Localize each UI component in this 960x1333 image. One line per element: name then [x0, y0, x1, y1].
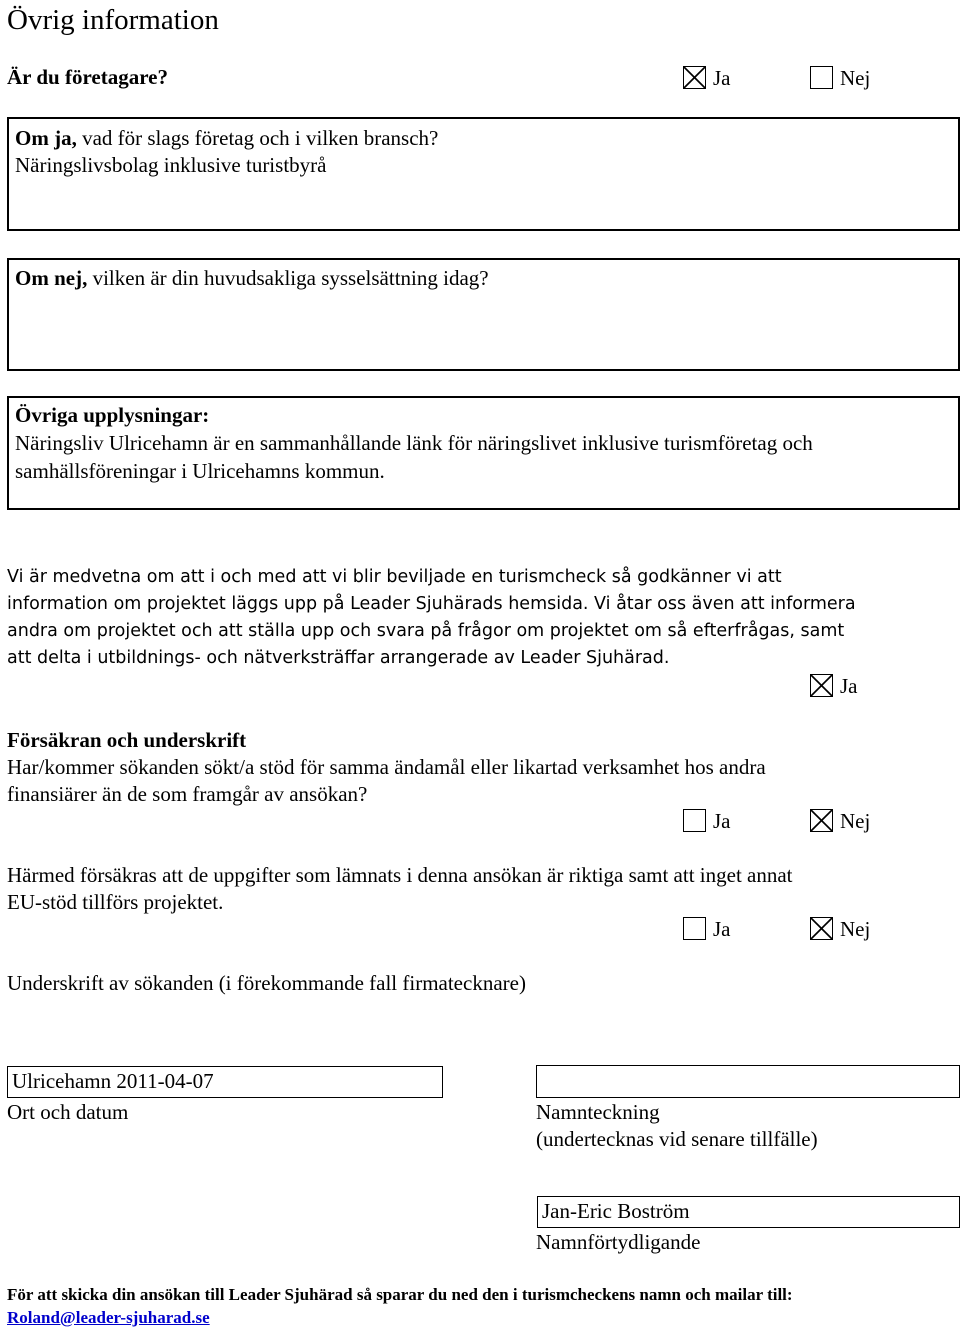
name-clarification-label: Namnförtydligande: [536, 1230, 701, 1254]
consent-yes-checkbox[interactable]: [810, 674, 833, 697]
consent-line-1: Vi är medvetna om att i och med att vi blir beviljade en turismcheck så godkänner vi att: [7, 567, 782, 587]
section-title: Övrig information: [7, 4, 219, 36]
consent-yes-label: Ja: [840, 674, 858, 698]
business-yes-checkbox[interactable]: [683, 66, 706, 89]
insurance-q2-yes-label: Ja: [713, 917, 731, 941]
business-no-label: Nej: [840, 66, 871, 90]
insurance-q1-no-checkbox[interactable]: [810, 809, 833, 832]
name-clarification-field[interactable]: Jan-Eric Boström: [537, 1196, 960, 1228]
business-yes-label: Ja: [713, 66, 731, 90]
occupation-question-rest: vilken är din huvudsakliga sysselsättning idag?: [87, 266, 489, 290]
insurance-q1-yes-label: Ja: [713, 809, 731, 833]
signature-field[interactable]: [536, 1065, 960, 1098]
business-question-label: Är du företagare?: [7, 65, 168, 89]
business-type-question: [15, 124, 438, 152]
signature-heading: Underskrift av sökanden (i förekommande fall firmatecknare): [7, 971, 526, 995]
other-info-line-1: Näringsliv Ulricehamn är en sammanhållande länk för näringslivet inklusive turismföretag och: [15, 431, 813, 455]
consent-line-3: andra om projektet och att ställa upp och svara på frågor om projektet om så efterfrågas, samt: [7, 621, 845, 641]
insurance-q2-yes-checkbox[interactable]: [683, 917, 706, 940]
footer-email-link[interactable]: Roland@leader-sjuharad.se: [7, 1308, 210, 1327]
business-type-question-rest: vad för slags företag och i vilken bransch?: [76, 126, 439, 150]
footer-text: För att skicka din ansökan till Leader Sjuhärad så sparar du ned den i turismcheckens namn och mailar till:: [7, 1285, 793, 1304]
business-type-box[interactable]: [7, 117, 960, 231]
checkmark-x-icon: [811, 675, 832, 696]
checkmark-x-icon: [684, 67, 705, 88]
insurance-q1-line-1: Har/kommer sökanden sökt/a stöd för samma ändamål eller likartad verksamhet hos andra: [7, 755, 766, 779]
consent-line-4: att delta i utbildnings- och nätverksträffar arrangerade av Leader Sjuhärad.: [7, 648, 670, 668]
place-date-label: Ort och datum: [7, 1100, 129, 1124]
signature-label: Namnteckning: [536, 1100, 660, 1124]
business-type-question-bold: Om ja,: [15, 126, 77, 150]
insurance-q2-line-1: Härmed försäkras att de uppgifter som lämnats i denna ansökan är riktiga samt att inget annat: [7, 863, 793, 887]
insurance-q2-line-2: EU-stöd tillförs projektet.: [7, 890, 224, 914]
place-date-field[interactable]: Ulricehamn 2011-04-07: [7, 1066, 443, 1098]
occupation-question: [15, 264, 489, 292]
consent-line-2: information om projektet läggs upp på Leader Sjuhärads hemsida. Vi åtar oss även att informera: [7, 594, 856, 614]
insurance-q2-no-label: Nej: [840, 917, 871, 941]
business-no-checkbox[interactable]: [810, 66, 833, 89]
insurance-q1-yes-checkbox[interactable]: [683, 809, 706, 832]
occupation-box[interactable]: [7, 258, 960, 371]
insurance-q2-no-checkbox[interactable]: [810, 917, 833, 940]
insurance-q1-no-label: Nej: [840, 809, 871, 833]
insurance-q1-line-2: finansiärer än de som framgår av ansökan?: [7, 782, 368, 806]
signature-note: (undertecknas vid senare tillfälle): [536, 1127, 818, 1151]
checkmark-x-icon: [811, 810, 832, 831]
checkmark-x-icon: [811, 918, 832, 939]
occupation-question-bold: Om nej,: [15, 266, 88, 290]
insurance-heading: Försäkran och underskrift: [7, 728, 247, 752]
business-type-answer[interactable]: Näringslivsbolag inklusive turistbyrå: [15, 153, 327, 177]
other-info-line-2: samhällsföreningar i Ulricehamns kommun.: [15, 459, 385, 483]
other-info-label: Övriga upplysningar:: [15, 403, 210, 427]
other-info-box[interactable]: [7, 396, 960, 510]
